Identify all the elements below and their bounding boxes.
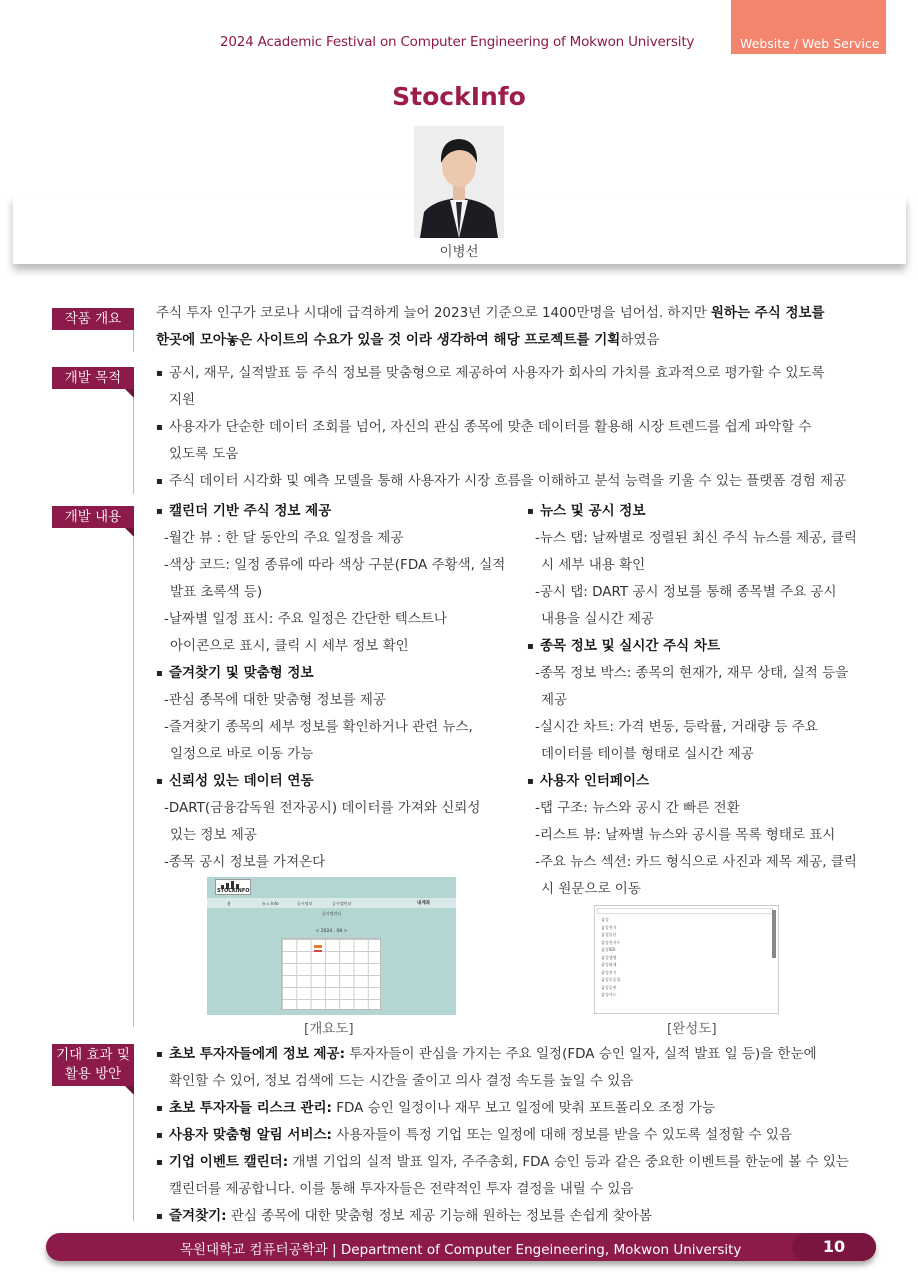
purpose-label: 개발 목적 (52, 367, 134, 389)
mock-month: < 2024 . 08 > (315, 929, 348, 934)
content-label: 개발 내용 (52, 506, 134, 528)
event-marker (314, 950, 322, 952)
content-right-column: ▪ 뉴스 및 공시 정보 -뉴스 탭: 날짜별로 정렬된 최신 주식 뉴스를 제공, 클릭 시 세부 내용 확인 -공시 탭: DART 공시 정보를 통해 종목별 주요 공시 내용을 실시간 제공 ▪ 종목 정보 및 실시간 주식 차트 -종목 정보 박스: 종목의 현재가, 재무 상태, 실적 등을 제공 -실시간 차트: 가격 변동, 등락률, 거래량 등 주요 데이터를 테이블 형태로 실시간 제공 ▪ 사용자 인터페이스 -탭 구조: 뉴스와 공시 간 빠른 전환 -리스트 뷰: 날짜별 뉴스와 공시를 목록 형태로 표시 -주요 뉴스 섹션: 카드 형식으로 사진과 제목 제공, 클릭 시 원문으로 이동 (527, 498, 897, 903)
page-number: 10 (792, 1233, 876, 1261)
list-item: ▪ 주식 데이터 시각화 및 예측 모델을 통해 사용자가 시장 흐름을 이해하고 분석 능력을 키울 수 있는 플랫폼 경험 제공 (156, 468, 876, 495)
author-name: 이병선 (439, 244, 479, 260)
list-item: ▪ 초보 투자자들 리스크 관리: FDA 승인 일정이나 재무 보고 일정에 맞춰 포트폴리오 조정 가능 (156, 1095, 876, 1122)
feature-heading: ▪ 캘린더 기반 주식 정보 제공 (156, 498, 516, 525)
label-divider (133, 537, 134, 1027)
logo-text: STOCKINFO (217, 888, 250, 894)
mock-calendar-grid (281, 938, 381, 1010)
mock-search-input (597, 908, 773, 914)
footer-bar (46, 1233, 876, 1261)
caption-completed: [완성도] (667, 1021, 717, 1037)
completed-screenshot (594, 905, 779, 1014)
mock-heading: 증시캘린더 (321, 911, 342, 916)
list-item: ▪ 즐겨찾기: 관심 종목에 대한 맞춤형 정보 제공 기능해 원하는 정보를 손쉽게 찾아봄 (156, 1203, 876, 1230)
effects-list (156, 1041, 876, 1230)
list-item: ▪ 초보 투자자들에게 정보 제공: 투자자들이 관심을 가지는 주요 일정(FDA 승인 일자, 실적 발표 일 등)을 한눈에 확인할 수 있어, 정보 검색에 드는 시간을 줄이고 의사 결정 속도를 높일 수 있음 (156, 1041, 876, 1095)
effects-label: 기대 효과 및 활용 방안 (52, 1044, 134, 1086)
event-marker (314, 945, 322, 948)
mock-nav: 홈 뉴스 Info 공시정보 증시캘린더 내계좌 (207, 898, 456, 908)
overview-text: 주식 투자 인구가 코로나 시대에 급격하게 늘어 2023년 기준으로 1400만명을 넘어섬. 하지만 원하는 주식 정보를 한곳에 모아놓은 사이트의 수요가 있을 것 이라 생각하여 해당 프로젝트를 기획하였음 (156, 305, 825, 348)
feature-heading: ▪ 신뢰성 있는 데이터 연동 (156, 768, 516, 795)
category-tag: Website / Web Service (731, 0, 886, 54)
feature-heading: ▪ 사용자 인터페이스 (527, 768, 897, 795)
overview-screenshot (207, 877, 456, 1015)
project-title: StockInfo (392, 82, 526, 111)
festival-title: 2024 Academic Festival on Computer Engineering of Mokwon University (220, 34, 695, 50)
label-divider (133, 1095, 134, 1221)
list-item: ▪ 사용자가 단순한 데이터 조회를 넘어, 자신의 관심 종목에 맞춘 데이터를 활용해 시장 트렌드를 쉽게 파악할 수 있도록 도움 (156, 414, 876, 468)
overview-label: 작품 개요 (52, 308, 134, 330)
mock-scrollbar (772, 910, 776, 958)
logo-box (215, 879, 251, 895)
label-divider (133, 330, 134, 352)
mock-list: 삼성 삼성전자 삼성물산 삼성전자우 삼성SDI 삼성생명 삼성화재 삼성전기 삼성중공업 삼성증권 삼성카드 (601, 917, 621, 997)
feature-heading: ▪ 뉴스 및 공시 정보 (527, 498, 897, 525)
content-left-column: ▪ 캘린더 기반 주식 정보 제공 -월간 뷰 : 한 달 동안의 주요 일정을 제공 -색상 코드: 일정 종류에 따라 색상 구분(FDA 주황색, 실적 발표 초록색 등) -날짜별 일정 표시: 주요 일정은 간단한 텍스트나 아이콘으로 표시, 클릭 시 세부 정보 확인 ▪ 즐겨찾기 및 맞춤형 정보 -관심 종목에 대한 맞춤형 정보를 제공 -즐겨찾기 종목의 세부 정보를 확인하거나 관련 뉴스, 일정으로 바로 이동 가능 ▪ 신뢰성 있는 데이터 연동 -DART(금융감독원 전자공시) 데이터를 가져와 신뢰성 있는 정보 제공 -종목 공시 정보를 가져온다 (156, 498, 516, 876)
list-item: ▪ 기업 이벤트 캘린더: 개별 기업의 실적 발표 일자, 주주총회, FDA 승인 등과 같은 중요한 이벤트를 한눈에 볼 수 있는 캘린더를 제공합니다. 이를 통해 투자자들은 전략적인 투자 결정을 내릴 수 있음 (156, 1149, 876, 1203)
list-item: ▪ 공시, 재무, 실적발표 등 주식 정보를 맞춤형으로 제공하여 사용자가 회사의 가치를 효과적으로 평가할 수 있도록 지원 (156, 360, 876, 414)
purpose-list (156, 360, 876, 495)
label-corner (125, 528, 134, 537)
footer-text: 목원대학교 컴퓨터공학과 | Department of Computer Engeineering, Mokwon University (180, 1242, 742, 1258)
list-item: ▪ 사용자 맞춤형 알림 서비스: 사용자들이 특정 기업 또는 일정에 대해 정보를 받을 수 있도록 설정할 수 있음 (156, 1122, 876, 1149)
label-divider (133, 398, 134, 494)
feature-heading: ▪ 즐겨찾기 및 맞춤형 정보 (156, 660, 516, 687)
caption-overview: [개요도] (304, 1021, 354, 1037)
label-corner (125, 389, 134, 398)
feature-heading: ▪ 종목 정보 및 실시간 주식 차트 (527, 633, 897, 660)
label-corner (125, 1086, 134, 1095)
author-photo (414, 126, 504, 238)
